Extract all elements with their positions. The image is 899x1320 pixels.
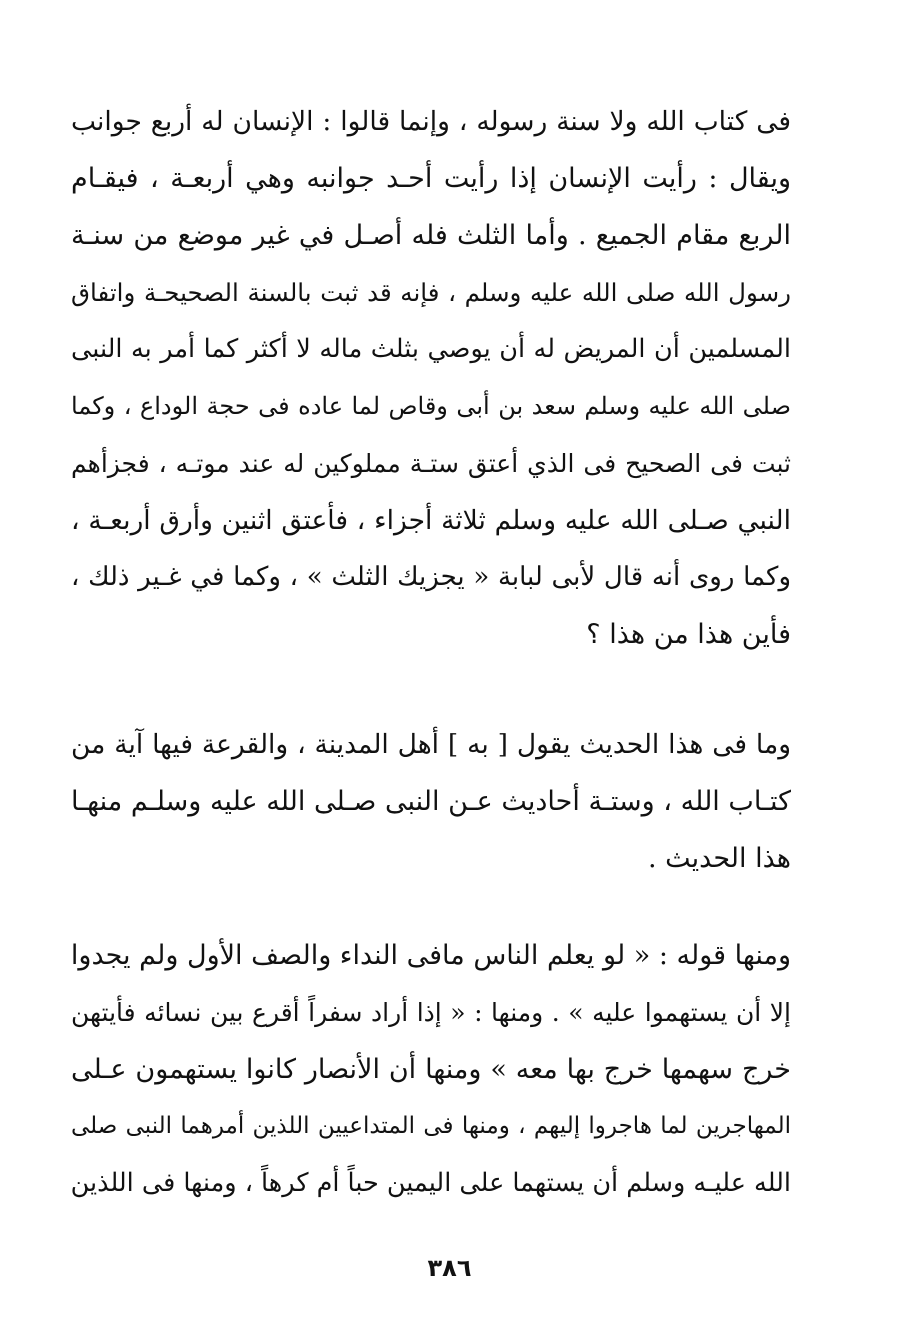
text-line: رسول الله صلى الله عليه وسلم ، فإنه قد ثبت بالسنة الصحيحـة واتفاق (71, 278, 791, 307)
text-line: ويقال : رأيت الإنسان إذا رأيت أحـد جوانبه وهي أربعـة ، فيقـام (71, 163, 791, 194)
text-line: وما فى هذا الحديث يقول [ به ] أهل المدينة ، والقرعة فيها آية من (71, 729, 791, 760)
text-line: النبي صـلى الله عليه وسلم ثلاثة أجزاء ، فأعتق اثنين وأرق أربعـة ، (71, 505, 791, 536)
text-line: الربع مقام الجميع . وأما الثلث فله أصـل في غير موضع من سنـة (71, 220, 791, 251)
text-line: ثبت فى الصحيح فى الذي أعتق ستـة مملوكين له عند موتـه ، فجزأهم (71, 449, 791, 478)
text-line: المهاجرين لما هاجروا إليهم ، ومنها فى المتداعيين اللذين أمرهما النبى صلى (71, 1113, 791, 1139)
text-line: المسلمين أن المريض له أن يوصي بثلث ماله لا أكثر كما أمر به النبى (71, 334, 791, 364)
text-line: فأين هذا من هذا ؟ (586, 619, 791, 650)
text-line: الله عليـه وسلم أن يستهما على اليمين حباً أم كرهاً ، ومنها فى اللذين (71, 1168, 791, 1198)
text-line: هذا الحديث . (647, 843, 791, 874)
text-line: ومنها قوله : « لو يعلم الناس مافى النداء والصف الأول ولم يجدوا (71, 940, 791, 971)
paragraph-2 (71, 716, 791, 887)
text-line: خرج سهمها خرج بها معه » ومنها أن الأنصار كانوا يستهمون عـلى (71, 1054, 791, 1085)
text-line: صلى الله عليه وسلم سعد بن أبى وقاص لما عاده فى حجة الوداع ، وكما (71, 392, 791, 420)
page-number: ٣٨٦ (427, 1254, 472, 1282)
paragraph-1 (71, 93, 791, 663)
text-line: كتـاب الله ، وستـة أحاديث عـن النبى صـلى الله عليه وسلـم منهـا (71, 786, 791, 817)
paragraph-3 (71, 927, 791, 1212)
text-line: وكما روى أنه قال لأبى لبابة « يجزيك الثلث » ، وكما في غـير ذلك ، (71, 562, 791, 592)
text-line: فى كتاب الله ولا سنة رسوله ، وإنما قالوا : الإنسان له أربع جوانب (71, 106, 791, 137)
text-line: إلا أن يستهموا عليه » . ومنها : « إذا أراد سفراً أقرع بين نسائه فأيتهن (71, 998, 791, 1027)
